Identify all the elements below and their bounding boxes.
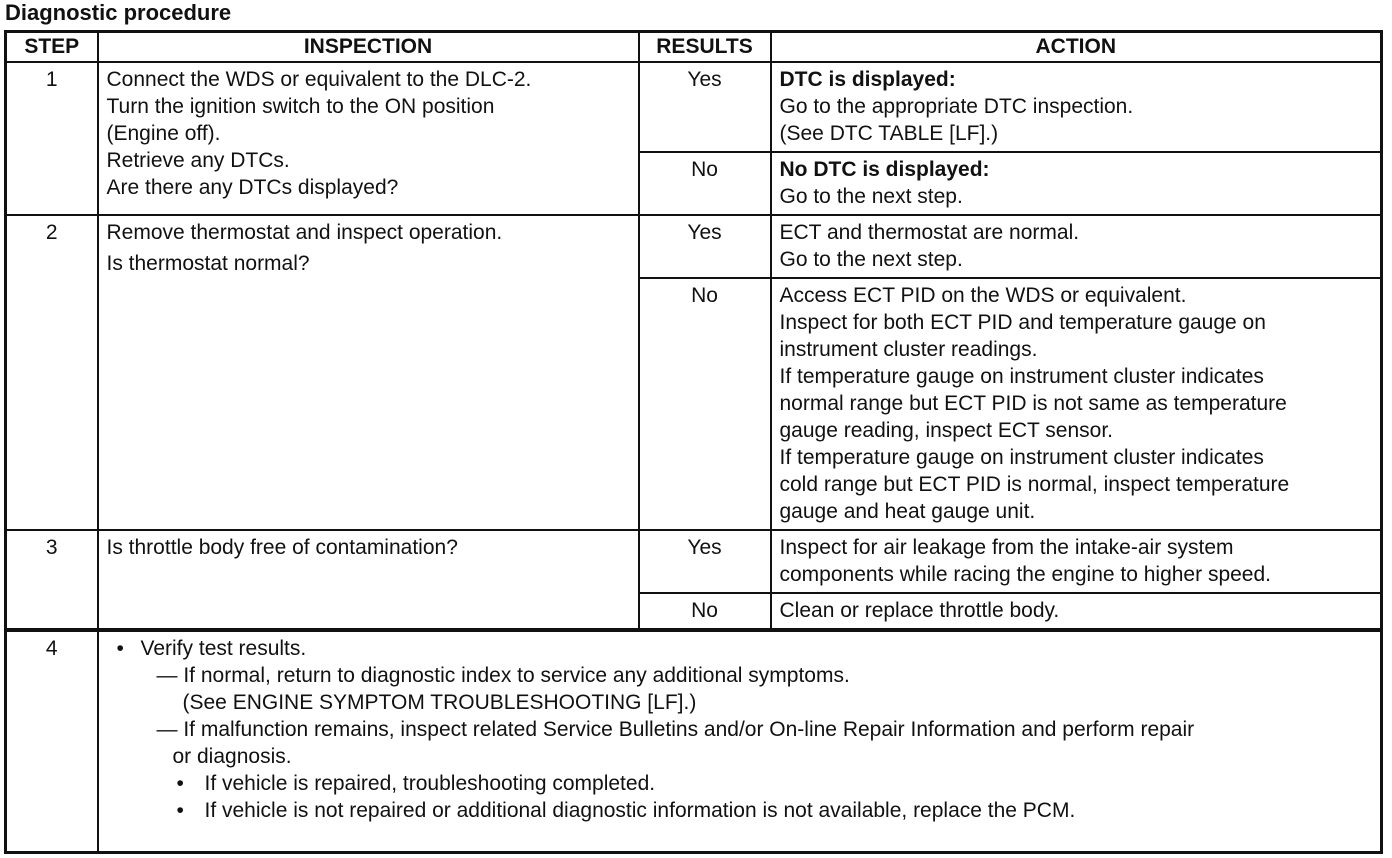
page-title: Diagnostic procedure [5,0,232,25]
step2-no-line: normal range but ECT PID is not same as temperature [779,392,1287,415]
step3-no-action [771,593,1382,630]
step2-no-line: gauge reading, inspect ECT sensor. [779,419,1113,442]
step1-no-action [771,152,1382,215]
header-step: STEP [6,32,98,63]
step4-sub-bullet: • If vehicle is not repaired or additional diagnostic information is not available, replace the PCM. [107,797,1373,824]
step3-no-result: No [639,593,771,630]
step3-yes-action [771,530,1382,593]
step4-dash-normal: — If normal, return to diagnostic index to service any additional symptoms. [156,664,850,687]
step2-no-action [771,278,1382,530]
step4-bullet: • Verify test results. [107,635,1373,662]
step3-yes-result: Yes [639,530,771,593]
header-action: ACTION [771,32,1382,63]
step1-yes-heading: DTC is displayed: [779,68,956,91]
step4-dash-malfunction: — If malfunction remains, inspect related Service Bulletins and/or On-line Repair Information and perform repair [156,718,1195,741]
step2-no-line: cold range but ECT PID is normal, inspect temperature [779,473,1290,496]
step1-yes-line: Go to the appropriate DTC inspection. [779,95,1134,118]
step1-inspection-line: Turn the ignition switch to the ON position [106,95,495,118]
step3-number: 3 [6,530,98,630]
step3-inspection-line: Is throttle body free of contamination? [106,536,458,559]
step2-inspection-line: Remove thermostat and inspect operation. [106,221,503,244]
step2-no-line: Access ECT PID on the WDS or equivalent. [779,284,1187,307]
step4-row [6,630,1382,852]
step2-no-line: Inspect for both ECT PID and temperature gauge on [779,311,1266,334]
step4-see-reference: (See ENGINE SYMPTOM TROUBLESHOOTING [LF].) [182,691,697,714]
step4-content [98,630,1382,852]
step3-no-line: Clean or replace throttle body. [779,599,1060,622]
header-row [6,32,1382,63]
step3-yes-line: Inspect for air leakage from the intake-air system [779,536,1234,559]
step4-number: 4 [6,630,98,852]
step1-no-result: No [639,152,771,215]
step1-inspection-line: Retrieve any DTCs. [106,149,290,172]
step4-sub-bullet: • If vehicle is repaired, troubleshooting completed. [107,770,1373,797]
step1-inspection-line: Are there any DTCs displayed? [106,176,399,199]
step2-yes-result: Yes [639,215,771,278]
step2-no-line: If temperature gauge on instrument cluster indicates [779,365,1264,388]
step3-inspection [98,530,639,630]
step1-yes-result: Yes [639,62,771,152]
step1-yes-row [6,62,1382,152]
step1-number: 1 [6,62,98,215]
step3-yes-row [6,530,1382,593]
step2-yes-line: Go to the next step. [779,248,963,271]
step1-yes-line: (See DTC TABLE [LF].) [779,122,999,145]
step2-yes-row [6,215,1382,278]
step2-yes-line: ECT and thermostat are normal. [779,221,1080,244]
step2-no-line: instrument cluster readings. [779,338,1038,361]
step3-yes-line: components while racing the engine to higher speed. [779,563,1271,586]
header-inspection: INSPECTION [98,32,639,63]
step1-inspection-line: Connect the WDS or equivalent to the DLC-2. [106,68,532,91]
step1-inspection [98,62,639,215]
step2-yes-action [771,215,1382,278]
step1-inspection-line: (Engine off). [106,122,221,145]
step2-inspection-line: Is thermostat normal? [106,252,310,275]
step4-dash-malfunction-cont: or diagnosis. [172,745,292,768]
step1-no-heading: No DTC is displayed: [779,158,990,181]
step1-yes-action [771,62,1382,152]
step2-no-line: gauge and heat gauge unit. [779,500,1036,523]
step2-inspection [98,215,639,530]
header-results: RESULTS [639,32,771,63]
step1-no-line: Go to the next step. [779,185,963,208]
step2-number: 2 [6,215,98,530]
step2-no-line: If temperature gauge on instrument cluster indicates [779,446,1264,469]
step2-no-result: No [639,278,771,530]
diagnostic-table [4,30,1383,854]
